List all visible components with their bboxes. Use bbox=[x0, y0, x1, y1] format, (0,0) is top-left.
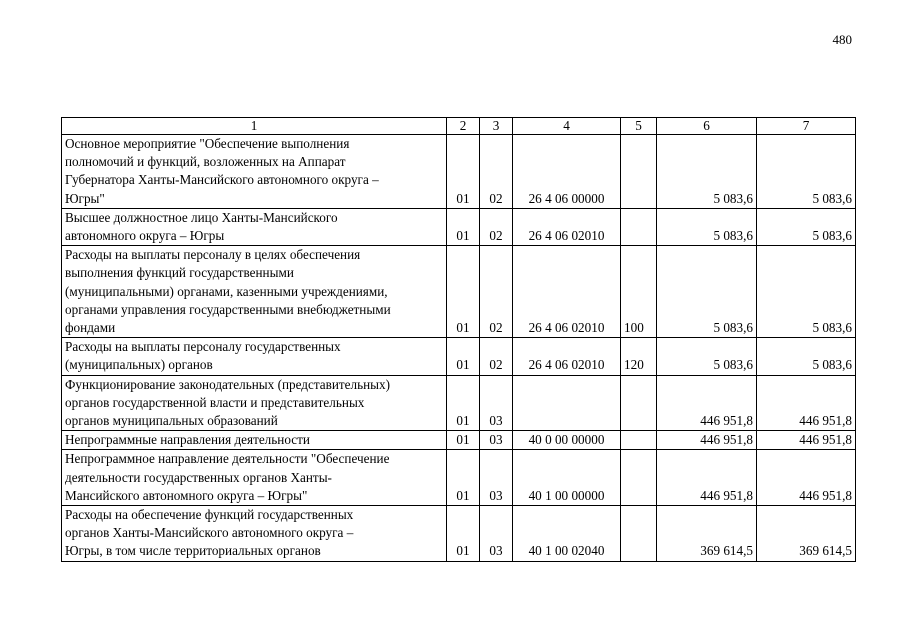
cell-subsection: 03 bbox=[480, 450, 513, 506]
cell-target-article: 40 1 00 02040 bbox=[513, 506, 621, 562]
cell-expense-type bbox=[621, 208, 657, 245]
column-header: 7 bbox=[757, 118, 856, 135]
cell-amount-a: 5 083,6 bbox=[657, 208, 757, 245]
cell-section: 01 bbox=[447, 450, 480, 506]
description-line: Мансийского автономного округа – Югры" bbox=[65, 487, 308, 503]
cell-amount-b: 5 083,6 bbox=[757, 338, 856, 375]
description-line: Высшее должностное лицо Ханты-Мансийского bbox=[65, 209, 338, 225]
cell-amount-b: 369 614,5 bbox=[757, 506, 856, 562]
page-number: 480 bbox=[832, 32, 852, 47]
cell-subsection: 03 bbox=[480, 506, 513, 562]
description-line: фондами bbox=[65, 320, 116, 336]
cell-target-article: 26 4 06 02010 bbox=[513, 338, 621, 375]
cell-amount-a: 369 614,5 bbox=[657, 506, 757, 562]
cell-subsection: 02 bbox=[480, 135, 513, 209]
cell-expense-type bbox=[621, 431, 657, 450]
description-line: Функционирование законодательных (представительных) bbox=[65, 376, 391, 392]
cell-section: 01 bbox=[447, 246, 480, 338]
description-line: Непрограммное направление деятельности "Обеспечение bbox=[65, 451, 390, 467]
cell-subsection: 03 bbox=[480, 431, 513, 450]
table-row bbox=[62, 135, 856, 209]
budget-table bbox=[61, 117, 856, 562]
table-row bbox=[62, 506, 856, 562]
cell-description bbox=[62, 375, 447, 431]
column-header: 1 bbox=[62, 118, 447, 135]
column-header: 5 bbox=[621, 118, 657, 135]
description-line: органов муниципальных образований bbox=[65, 413, 278, 429]
cell-amount-a: 5 083,6 bbox=[657, 338, 757, 375]
table-row bbox=[62, 246, 856, 338]
description-line: органами управления государственными внебюджетными bbox=[65, 301, 391, 317]
table-row bbox=[62, 431, 856, 450]
description-line: органов государственной власти и представительных bbox=[65, 394, 365, 410]
cell-target-article: 26 4 06 02010 bbox=[513, 246, 621, 338]
description-line: Расходы на обеспечение функций государственных bbox=[65, 507, 354, 523]
cell-section: 01 bbox=[447, 208, 480, 245]
cell-expense-type bbox=[621, 506, 657, 562]
cell-amount-a: 5 083,6 bbox=[657, 246, 757, 338]
cell-section: 01 bbox=[447, 506, 480, 562]
table-row bbox=[62, 450, 856, 506]
cell-amount-a: 5 083,6 bbox=[657, 135, 757, 209]
cell-subsection: 02 bbox=[480, 338, 513, 375]
cell-amount-a: 446 951,8 bbox=[657, 431, 757, 450]
description-line: (муниципальных) органов bbox=[65, 357, 213, 373]
cell-subsection: 02 bbox=[480, 246, 513, 338]
cell-subsection: 03 bbox=[480, 375, 513, 431]
table-row bbox=[62, 375, 856, 431]
description-line: Югры, в том числе территориальных органов bbox=[65, 543, 321, 559]
cell-section: 01 bbox=[447, 135, 480, 209]
cell-amount-b: 5 083,6 bbox=[757, 135, 856, 209]
table-body bbox=[62, 118, 856, 562]
description-line: Основное мероприятие "Обеспечение выполнения bbox=[65, 136, 350, 151]
cell-section: 01 bbox=[447, 338, 480, 375]
cell-section: 01 bbox=[447, 375, 480, 431]
description-line: (муниципальными) органами, казенными учреждениями, bbox=[65, 283, 388, 299]
table-row bbox=[62, 208, 856, 245]
description-line: деятельности государственных органов Ханты- bbox=[65, 469, 332, 485]
cell-amount-b: 446 951,8 bbox=[757, 431, 856, 450]
cell-description bbox=[62, 450, 447, 506]
cell-description bbox=[62, 246, 447, 338]
cell-section: 01 bbox=[447, 431, 480, 450]
cell-subsection: 02 bbox=[480, 208, 513, 245]
cell-description bbox=[62, 506, 447, 562]
cell-expense-type: 100 bbox=[621, 246, 657, 338]
cell-description bbox=[62, 431, 447, 450]
cell-target-article: 26 4 06 00000 bbox=[513, 135, 621, 209]
cell-target-article: 40 1 00 00000 bbox=[513, 450, 621, 506]
description-line: автономного округа – Югры bbox=[65, 228, 225, 244]
cell-expense-type bbox=[621, 375, 657, 431]
cell-expense-type: 120 bbox=[621, 338, 657, 375]
cell-expense-type bbox=[621, 135, 657, 209]
cell-amount-b: 5 083,6 bbox=[757, 246, 856, 338]
cell-description bbox=[62, 135, 447, 209]
cell-target-article: 40 0 00 00000 bbox=[513, 431, 621, 450]
cell-amount-b: 446 951,8 bbox=[757, 375, 856, 431]
table-row bbox=[62, 338, 856, 375]
cell-target-article: 26 4 06 02010 bbox=[513, 208, 621, 245]
column-header: 2 bbox=[447, 118, 480, 135]
description-line: Расходы на выплаты персоналу государственных bbox=[65, 339, 341, 355]
description-line: органов Ханты-Мансийского автономного округа – bbox=[65, 525, 354, 541]
description-line: Расходы на выплаты персоналу в целях обеспечения bbox=[65, 247, 361, 263]
cell-description bbox=[62, 338, 447, 375]
description-line: Югры" bbox=[65, 190, 105, 206]
cell-target-article bbox=[513, 375, 621, 431]
cell-amount-a: 446 951,8 bbox=[657, 375, 757, 431]
description-line: выполнения функций государственными bbox=[65, 265, 294, 281]
description-line: Губернатора Ханты-Мансийского автономного округа – bbox=[65, 172, 379, 188]
cell-amount-b: 5 083,6 bbox=[757, 208, 856, 245]
description-line: полномочий и функций, возложенных на Аппарат bbox=[65, 154, 346, 170]
cell-amount-b: 446 951,8 bbox=[757, 450, 856, 506]
description-line: Непрограммные направления деятельности bbox=[65, 432, 310, 448]
header-row bbox=[62, 118, 856, 135]
column-header: 3 bbox=[480, 118, 513, 135]
column-header: 4 bbox=[513, 118, 621, 135]
cell-amount-a: 446 951,8 bbox=[657, 450, 757, 506]
cell-expense-type bbox=[621, 450, 657, 506]
cell-description bbox=[62, 208, 447, 245]
column-header: 6 bbox=[657, 118, 757, 135]
